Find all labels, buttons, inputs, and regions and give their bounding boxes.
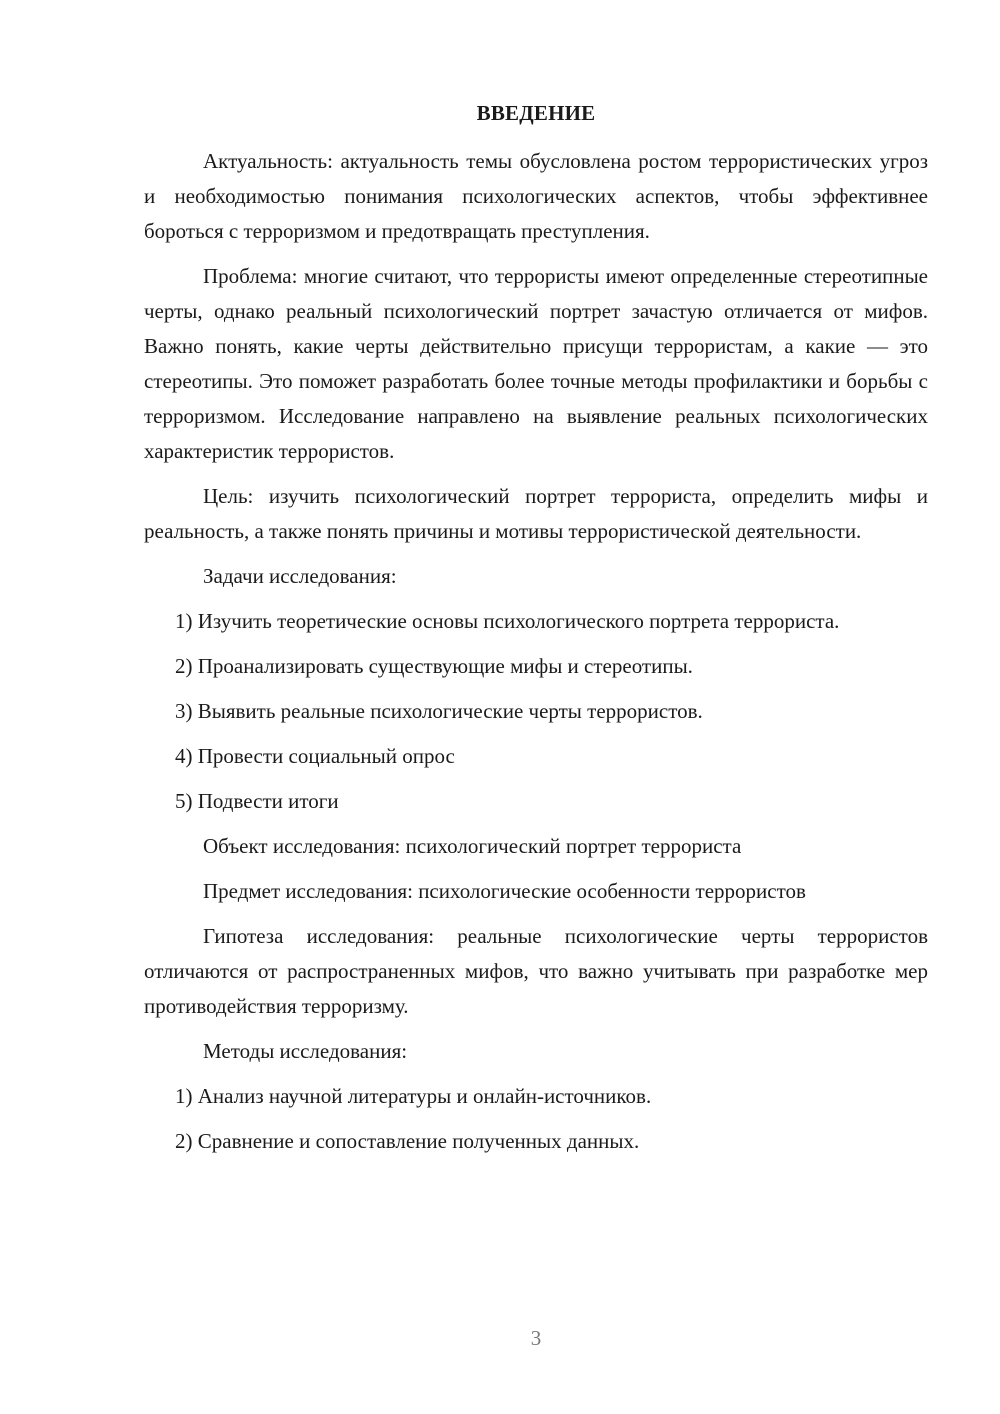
subject-line: Предмет исследования: психологические особенности террористов	[203, 879, 806, 903]
task-item: 3) Выявить реальные психологические черты террористов.	[175, 699, 703, 723]
goal-paragraph: Цель: изучить психологический портрет террориста, определить мифы и реальность, а также понять причины и мотивы террористической деятельности.	[144, 484, 928, 543]
methods-heading: Методы исследования:	[203, 1039, 408, 1063]
method-item: 2) Сравнение и сопоставление полученных данных.	[175, 1129, 640, 1153]
document-page	[144, 96, 928, 1169]
tasks-heading: Задачи исследования:	[203, 564, 397, 588]
method-item: 1) Анализ научной литературы и онлайн-источников.	[175, 1084, 652, 1108]
object-line: Объект исследования: психологический портрет террориста	[203, 834, 742, 858]
hypothesis-paragraph: Гипотеза исследования: реальные психологические черты террористов отличаются от распространенных мифов, что важно учитывать при разработке мер противодействия терроризму.	[144, 924, 928, 1018]
task-item: 2) Проанализировать существующие мифы и стереотипы.	[175, 654, 693, 678]
relevance-paragraph: Актуальность: актуальность темы обусловлена ростом террористических угроз и необходимостью понимания психологических аспектов, чтобы эффективнее бороться с терроризмом и предотвращать преступления.	[144, 149, 928, 243]
page-number: 3	[530, 1326, 542, 1350]
problem-paragraph: Проблема: многие считают, что террористы имеют определенные стереотипные черты, однако реальный психологический портрет зачастую отличается от мифов. Важно понять, какие черты действительно присущи террористам, а какие — это стереотипы. Это поможет разработать более точные методы профилактики и борьбы с терроризмом. Исследование направлено на выявление реальных психологических характеристик террористов.	[144, 264, 928, 463]
task-item: 5) Подвести итоги	[175, 789, 339, 813]
task-item: 4) Провести социальный опрос	[175, 744, 455, 768]
task-item: 1) Изучить теоретические основы психологического портрета террориста.	[175, 609, 840, 633]
section-title: ВВЕДЕНИЕ	[476, 101, 596, 125]
